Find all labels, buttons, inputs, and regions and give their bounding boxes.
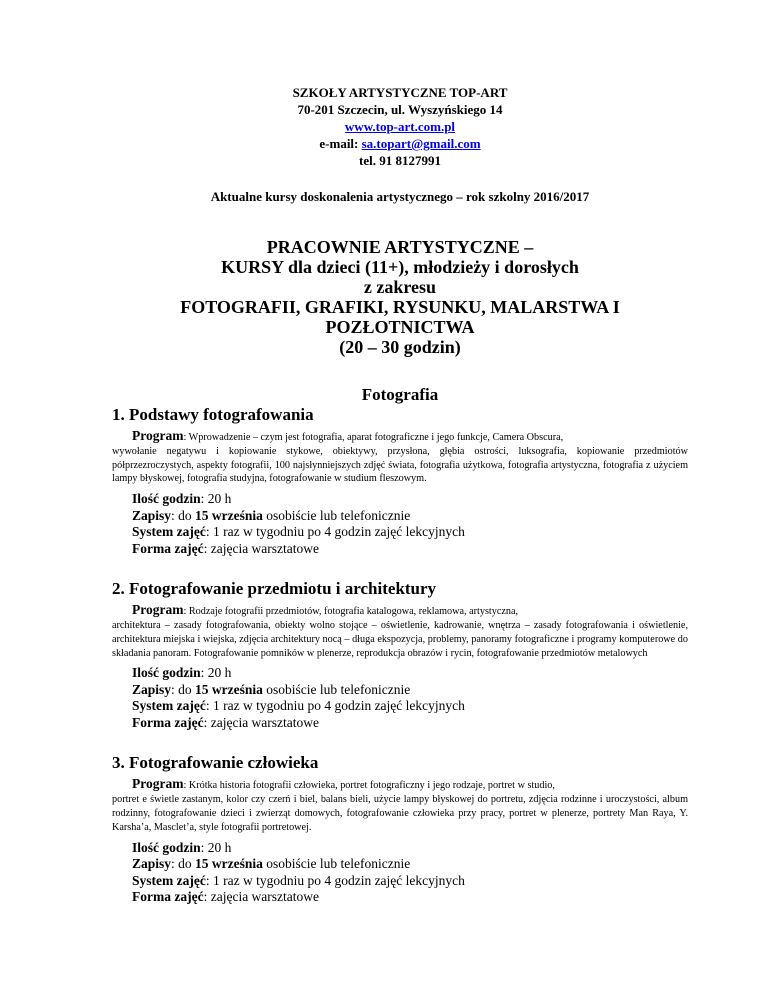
system-value: : 1 raz w tygodniu po 4 godzin zajęć lekcyjnych — [205, 872, 465, 888]
signup-post: osobiście lub telefonicznie — [262, 681, 411, 697]
course-title: 2. Fotografowanie przedmiotu i architektury — [112, 579, 437, 599]
system-value: : 1 raz w tygodniu po 4 godzin zajęć lekcyjnych — [205, 524, 465, 540]
form-label: Forma zajęć — [132, 540, 204, 556]
email-link[interactable]: sa.topart@gmail.com — [361, 136, 481, 151]
school-name: SZKOŁY ARTYSTYCZNE TOP-ART — [292, 85, 508, 100]
signup-date: 15 września — [195, 681, 263, 697]
website-line — [112, 118, 688, 135]
phone-line: tel. 91 8127991 — [359, 153, 441, 168]
title-line: PRACOWNIE ARTYSTYCZNE – — [266, 237, 534, 257]
course-program — [112, 776, 688, 834]
course-2 — [112, 579, 688, 731]
hours-label: Ilość godzin — [132, 665, 201, 681]
program-label: Program — [132, 776, 184, 792]
course-details — [132, 491, 688, 557]
course-program — [112, 602, 688, 660]
program-text-rest: architektura – zasady fotografowania, obiekty wolno stojące – oświetlenie, kadrowanie, wnętrza – zasady fotografowania i oświetlenie, architektura miejska i wiejska, zdjęcia architektury nocą – długa ekspozycja, problemy, panoramy fotograficzne i programy komputerowe do składania panoram. Fotografowanie pomników w plenerze, reprodukcja obrazów i rycin, fotografowanie przedmiotów metalowych — [112, 619, 688, 659]
title-line: POZŁOTNICTWA — [325, 317, 475, 337]
system-value: : 1 raz w tygodniu po 4 godzin zajęć lekcyjnych — [205, 698, 465, 714]
program-text-first: : Krótka historia fotografii człowieka, portret fotograficzny i jego rodzaje, portret w studio, — [183, 780, 555, 792]
form-value: : zajęcia warsztatowe — [203, 714, 320, 730]
signup-pre: : do — [171, 856, 196, 872]
form-label: Forma zajęć — [132, 714, 204, 730]
email-line — [112, 135, 688, 152]
signup-pre: : do — [171, 681, 196, 697]
course-title: 1. Podstawy fotografowania — [112, 405, 314, 424]
title-line: FOTOGRAFII, GRAFIKI, RYSUNKU, MALARSTWA I — [180, 297, 620, 317]
course-1 — [112, 405, 688, 557]
form-label: Forma zajęć — [132, 889, 204, 905]
signup-label: Zapisy — [132, 681, 172, 697]
course-3 — [112, 753, 688, 905]
program-text-first: : Wprowadzenie – czym jest fotografia, aparat fotograficzne i jego funkcje, Camera Obscura, — [183, 432, 564, 443]
website-link[interactable]: www.top-art.com.pl — [344, 119, 456, 134]
signup-post: osobiście lub telefonicznie — [262, 507, 411, 523]
signup-date: 15 września — [195, 856, 263, 872]
course-details — [132, 665, 688, 731]
school-address: 70-201 Szczecin, ul. Wyszyńskiego 14 — [297, 102, 503, 117]
subtitle: Aktualne kursy doskonalenia artystycznego – rok szkolny 2016/2017 — [210, 189, 590, 204]
form-value: : zajęcia warsztatowe — [203, 540, 320, 556]
system-label: System zajęć — [132, 872, 206, 888]
program-label: Program — [132, 602, 184, 618]
program-text-first: : Rodzaje fotografii przedmiotów, fotografia katalogowa, reklamowa, artystyczna, — [183, 606, 519, 618]
program-text-rest: portret e świetle zastanym, kolor czy czerń i biel, balans bieli, użycie lampy błyskowej do portretu, zdjęcia rodzinne i uroczystości, album rodzinny, fotografowanie dzieci i zwierząt domowych, fotografowanie człowieka przy pracy, portret w plenerze, portrety Man Raya, Y. Karsha’a, Masclet’a, style fotografii portretowej. — [112, 794, 688, 833]
hours-value: : 20 h — [200, 665, 232, 681]
signup-label: Zapisy — [132, 507, 172, 523]
school-header — [112, 84, 688, 169]
program-text-rest: wywołanie negatywu i kopiowanie stykowe, obiektywy, przysłona, głębia ostrości, luksografia, kopiowanie przedmiotów półprzezroczystych, aspekty fotografii, 100 najsłynniejszych zdjęć świata, fotografia użytkowa, fotografia artystyczna, fotografia z użyciem lampy błyskowej, fotografia studyjna, fotografowanie w studium fleszowym. — [112, 445, 688, 485]
course-title: 3. Fotografowanie człowieka — [112, 753, 319, 773]
system-label: System zajęć — [132, 698, 206, 714]
course-details — [132, 840, 688, 906]
hours-value: : 20 h — [200, 491, 232, 507]
hours-value: : 20 h — [200, 839, 232, 855]
section-title: Fotografia — [361, 385, 439, 404]
title-line: KURSY dla dzieci (11+), młodzieży i dorosłych — [221, 257, 579, 277]
signup-date: 15 września — [195, 507, 263, 523]
signup-pre: : do — [171, 507, 196, 523]
title-line: (20 – 30 godzin) — [339, 337, 461, 357]
signup-post: osobiście lub telefonicznie — [262, 856, 411, 872]
program-label: Program — [132, 428, 184, 443]
hours-label: Ilość godzin — [132, 491, 201, 507]
form-value: : zajęcia warsztatowe — [203, 889, 320, 905]
hours-label: Ilość godzin — [132, 839, 201, 855]
main-title — [112, 237, 688, 357]
system-label: System zajęć — [132, 524, 206, 540]
title-line: z zakresu — [363, 277, 437, 297]
signup-label: Zapisy — [132, 856, 172, 872]
email-label: e-mail: — [319, 136, 359, 151]
course-program — [112, 428, 688, 486]
